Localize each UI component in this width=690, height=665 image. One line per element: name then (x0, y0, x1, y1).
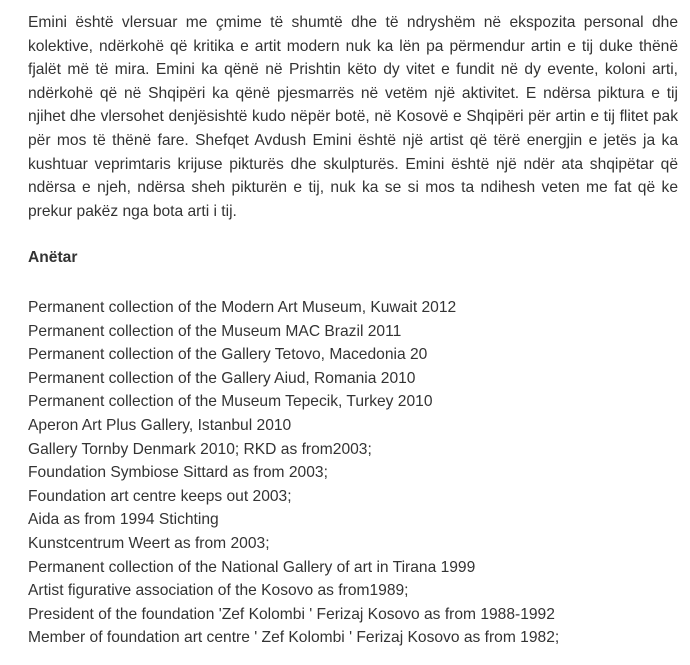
section-heading-members: Anëtar (28, 249, 78, 266)
list-item: Foundation art centre keeps out 2003; (28, 487, 292, 505)
list-item: Kunstcentrum Weert as from 2003; (28, 534, 270, 552)
list-item: President of the foundation 'Zef Kolombi ' Ferizaj Kosovo as from 1988-1992 (28, 605, 555, 623)
intro-line: ka kushtuar veprimtaris krijuse pikturës dhe skulpturës. Emini është një ndër ata shqipëtar (28, 131, 678, 173)
intro-line: pak për mos të thënë fare. Shefqet Avdush Emini është një artist që tërë energjin e jetës ja (28, 108, 678, 149)
list-item: Member of foundation art centre ' Zef Kolombi ' Ferizaj Kosovo as from 1982; (28, 629, 560, 647)
list-item: Permanent collection of the Gallery Aiud, Romania 2010 (28, 369, 416, 387)
intro-line: ndërkohë që në Shqipëri ka qënë pjesmarrës në vetëm një aktivitet. E ndërsa piktura e tij (28, 84, 678, 102)
intro-line: fjalët më të mira. Emini ka qënë në Prishtin këto dy vitet e fundit në dy evente, koloni arti, (28, 61, 678, 79)
list-item: Aida as from 1994 Stichting (28, 511, 219, 529)
intro-line: prekur pakëz nga bota arti i tij. (28, 202, 237, 220)
list-item: Permanent collection of the Museum Tepecik, Turkey 2010 (28, 393, 433, 411)
intro-line: që ndërsa e njeh, ndërsa sheh pikturën e tij, nuk ka se si mos ta ndihesh veten me fat që ke (28, 155, 678, 197)
article-content (28, 11, 678, 647)
intro-line: njihet dhe vlersohet denjësishtë kudo nëpër botë, në Kosovë e Shqipëri për artin e tij flitet (28, 108, 649, 126)
list-item: Foundation Symbiose Sittard as from 2003; (28, 464, 328, 482)
intro-paragraph (28, 11, 678, 223)
list-item: Gallery Tornby Denmark 2010; RKD as from2003; (28, 440, 372, 458)
members-list (28, 296, 678, 650)
list-item: Artist figurative association of the Kosovo as from1989; (28, 582, 409, 600)
intro-line: Emini është vlersuar me çmime të shumtë dhe të ndryshëm në ekspozita personal dhe (28, 14, 678, 31)
list-item: Aperon Art Plus Gallery, Istanbul 2010 (28, 416, 292, 434)
list-item: Permanent collection of the Museum MAC Brazil 2011 (28, 322, 402, 340)
list-item: Permanent collection of the Modern Art Museum, Kuwait 2012 (28, 299, 457, 316)
intro-line: kolektive, ndërkohë që kritika e artit modern nuk ka lën pa përmendur artin e tij duke thënë (28, 37, 678, 55)
list-item: Permanent collection of the National Gallery of art in Tirana 1999 (28, 558, 476, 576)
list-item: Permanent collection of the Gallery Tetovo, Macedonia 20 (28, 346, 428, 364)
